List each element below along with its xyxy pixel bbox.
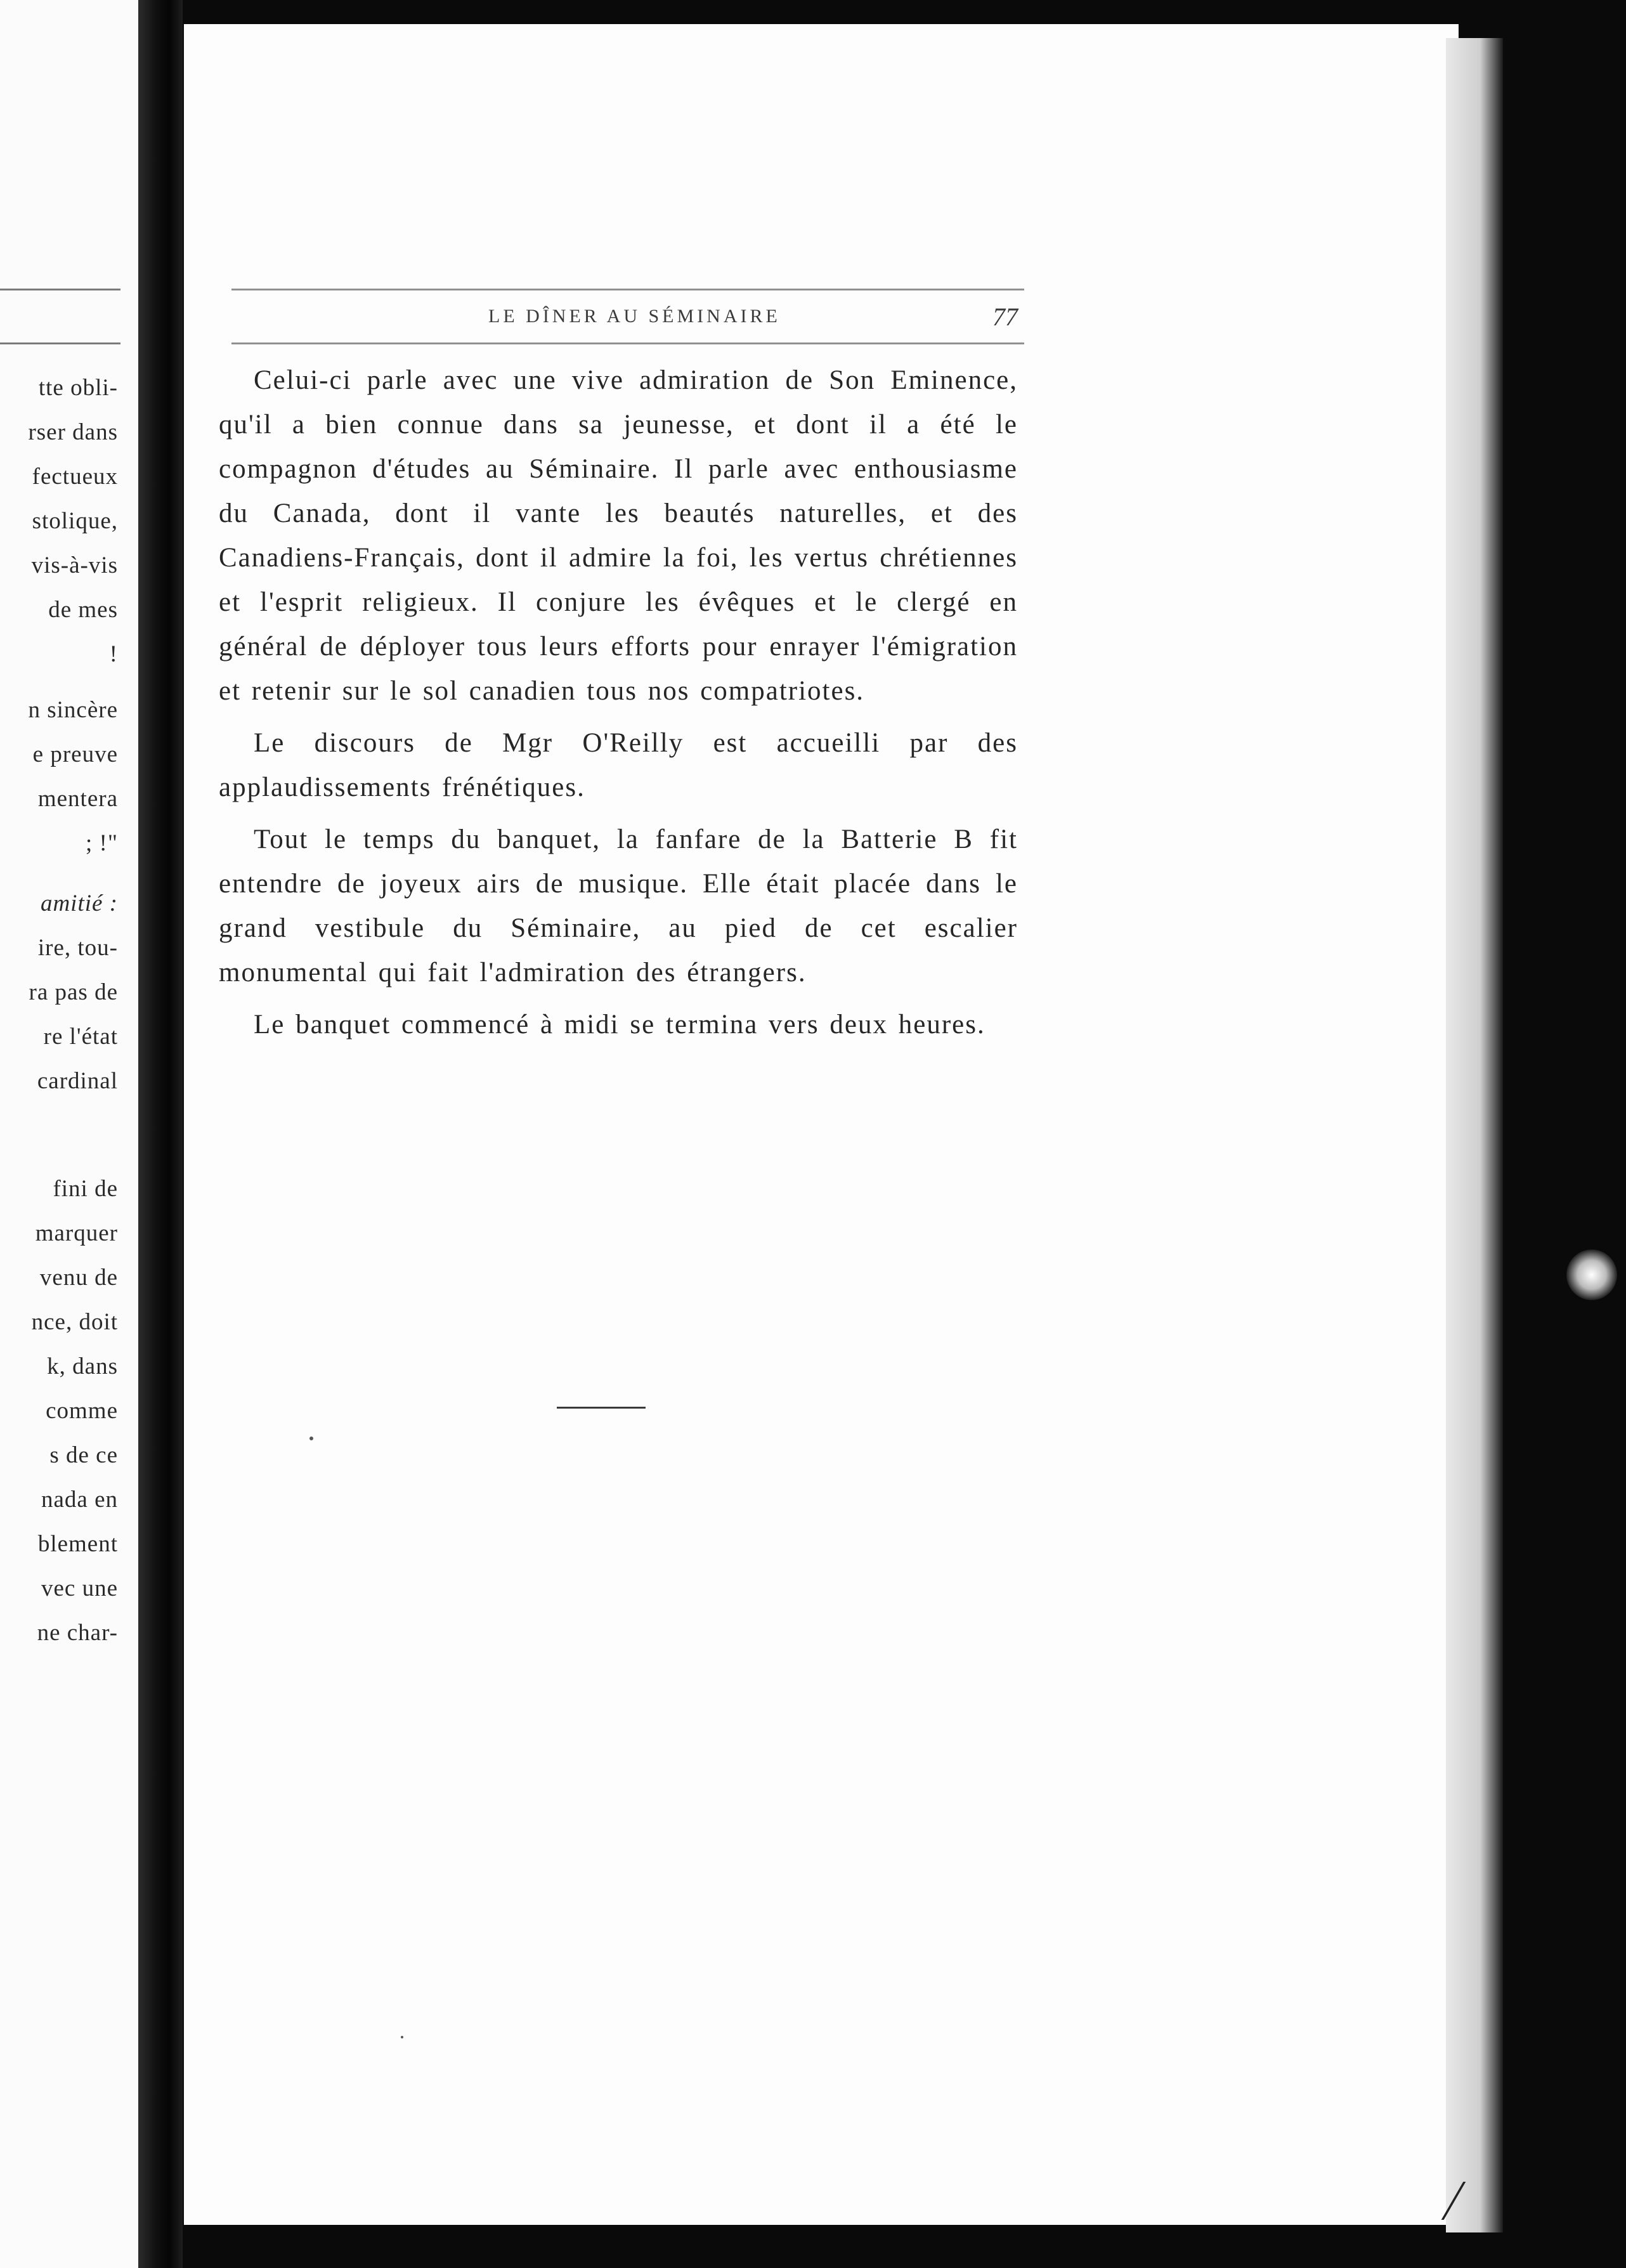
running-head: LE DÎNER AU SÉMINAIRE bbox=[488, 306, 781, 327]
left-line: ire, tou- bbox=[37, 935, 118, 961]
page-edge-shadow bbox=[1446, 38, 1503, 2232]
left-line: blement bbox=[37, 1531, 118, 1557]
light-flare bbox=[1566, 1249, 1617, 1300]
scan-speck bbox=[401, 2036, 403, 2038]
left-line: nada en bbox=[41, 1487, 118, 1513]
left-line: re l'état bbox=[43, 1024, 118, 1050]
left-line: e preuve bbox=[32, 741, 118, 767]
left-line: nce, doit bbox=[31, 1309, 118, 1335]
left-line: s de ce bbox=[49, 1442, 118, 1468]
left-header-rule bbox=[0, 289, 120, 290]
left-line: ra pas de bbox=[29, 979, 118, 1005]
left-line: ne char- bbox=[37, 1620, 118, 1646]
left-line: fini de bbox=[53, 1176, 118, 1202]
left-line: n sincère bbox=[28, 697, 118, 723]
left-line: fectueux bbox=[32, 464, 118, 490]
paragraph: Le discours de Mgr O'Reilly est accueilli par des applaudissements frénétiques. bbox=[219, 728, 1018, 802]
header-rule-top bbox=[231, 289, 1024, 290]
main-page bbox=[184, 24, 1459, 2225]
left-line: marquer bbox=[35, 1220, 118, 1246]
header-rule-bottom bbox=[231, 342, 1024, 344]
page-number: 77 bbox=[992, 303, 1018, 331]
left-line: ! bbox=[109, 641, 118, 667]
left-line: rser dans bbox=[28, 419, 118, 445]
scan-speck bbox=[309, 1437, 313, 1440]
paragraph: Celui-ci parle avec une vive admiration de Son Eminence, qu'il a bien connue dans sa jeunesse, et dont il a été le compagnon d'études au Séminaire. Il parle avec enthousiasme du Canada, dont il vante les beautés naturelles, et des Canadiens-Français, dont il admire la foi, les vertus chrétiennes et l'esprit religieux. Il conjure les évêques et le clergé en général de déployer tous leurs efforts pour enrayer l'émigration et retenir sur le sol canadien tous nos compatriotes. bbox=[219, 365, 1018, 706]
left-line: comme bbox=[46, 1398, 118, 1424]
book-gutter bbox=[138, 0, 183, 2268]
left-line: de mes bbox=[48, 597, 118, 623]
left-line: vec une bbox=[41, 1575, 118, 1601]
left-line: venu de bbox=[39, 1265, 118, 1291]
left-line: ; !" bbox=[86, 830, 118, 856]
left-line: vis-à-vis bbox=[31, 552, 118, 578]
paragraph: Le banquet commencé à midi se termina vers deux heures. bbox=[254, 1010, 985, 1040]
left-line: mentera bbox=[37, 786, 118, 812]
left-line: cardinal bbox=[37, 1068, 118, 1094]
left-line: stolique, bbox=[32, 508, 118, 534]
previous-page-fragment bbox=[0, 0, 157, 2268]
left-line: k, dans bbox=[47, 1353, 118, 1379]
left-line: amitié : bbox=[40, 890, 118, 916]
body-text bbox=[219, 358, 1018, 1055]
end-divider bbox=[557, 1407, 646, 1409]
left-header-rule-lower bbox=[0, 342, 120, 344]
left-line: tte obli- bbox=[38, 375, 118, 401]
paragraph: Tout le temps du banquet, la fanfare de la Batterie B fit entendre de joyeux airs de musique. Elle était placée dans le grand vestibule du Séminaire, au pied de cet escalier monumental qui fait l'admiration des étrangers. bbox=[219, 824, 1018, 987]
